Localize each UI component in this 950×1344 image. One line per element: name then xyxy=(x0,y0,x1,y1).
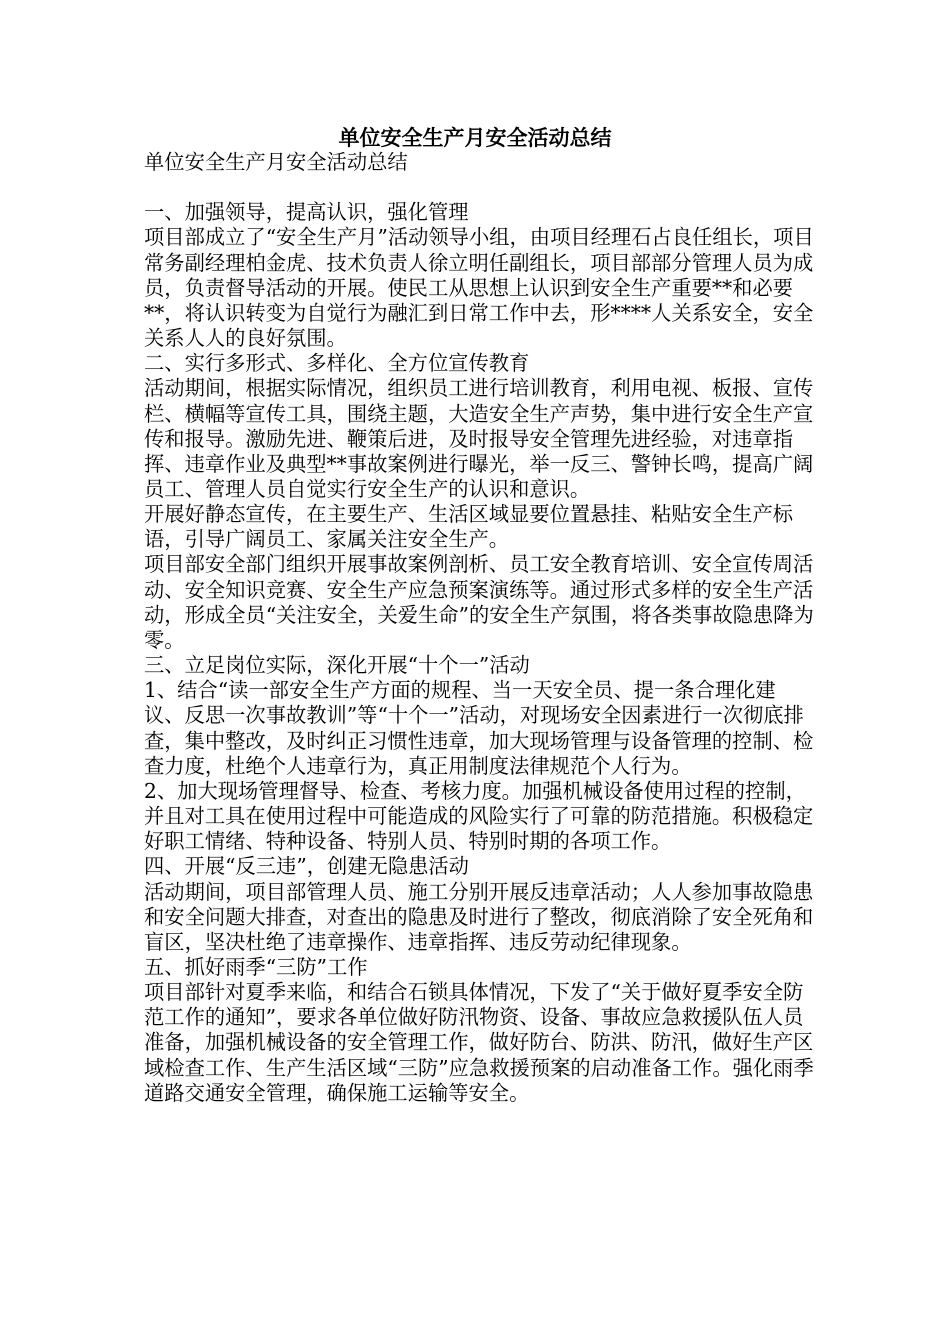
paragraph-2: 活动期间，根据实际情况，组织员工进行培训教育，利用电视、板报、宣传栏、横幅等宣传工具，围绕主题，大造安全生产声势，集中进行安全生产宣传和报导。激励先进、鞭策后进，及时报导安全管理先进经验，对违章指挥、违章作业及典型**事故案例进行曝光，举一反三、警钟长鸣，提高广阔员工、管理人员自觉实行安全生产的认识和意识。 xyxy=(144,376,814,502)
paragraph-6: 2、加大现场管理督导、检查、考核力度。加强机械设备使用过程的控制，并且对工具在使用过程中可能造成的风险实行了可靠的防范措施。积极稳定好职工情绪、特种设备、特别人员、特别时期的各项工作。 xyxy=(144,778,814,854)
blank-line xyxy=(144,175,814,200)
paragraph-5: 1、结合“读一部安全生产方面的规程、当一天安全员、提一条合理化建议、反思一次事故教训”等“十个一”活动，对现场安全因素进行一次彻底排查，集中整改，及时纠正习惯性违章，加大现场管理与设备管理的控制、检查力度，杜绝个人违章行为，真正用制度法律规范个人行为。 xyxy=(144,678,814,778)
document-subtitle: 单位安全生产月安全活动总结 xyxy=(144,150,408,174)
section-heading-3: 三、立足岗位实际，深化开展“十个一”活动 xyxy=(144,653,530,678)
paragraph-3: 开展好静态宣传，在主要生产、生活区域显要位置悬挂、粘贴安全生产标语，引导广阔员工、家属关注安全生产。 xyxy=(144,502,794,552)
section-heading-4: 四、开展“反三违”，创建无隐患活动 xyxy=(144,854,469,879)
section-heading-1: 一、加强领导，提高认识，强化管理 xyxy=(144,200,469,225)
paragraph-4: 项目部安全部门组织开展事故案例剖析、员工安全教育培训、安全宣传周活动、安全知识竞赛、安全生产应急预案演练等。通过形式多样的安全生产活动，形成全员“关注安全，关爱生命”的安全生产氛围，将各类事故隐患降为零。 xyxy=(144,552,814,652)
document-title: 单位安全生产月安全活动总结 xyxy=(338,125,612,150)
document-body xyxy=(144,150,814,1106)
paragraph-1: 项目部成立了“安全生产月”活动领导小组，由项目经理石占良任组长，项目常务副经理柏金虎、技术负责人徐立明任副组长，项目部部分管理人员为成员，负责督导活动的开展。使民工从思想上认识到安全生产重要**和必要**，将认识转变为自觉行为融汇到日常工作中去，形****人关系安全，安全关系人人的良好氛围。 xyxy=(144,225,814,351)
section-heading-2: 二、实行多形式、多样化、全方位宣传教育 xyxy=(144,351,530,376)
section-heading-5: 五、抓好雨季“三防”工作 xyxy=(144,954,368,979)
paragraph-8: 项目部针对夏季来临，和结合石锁具体情况，下发了“关于做好夏季安全防范工作的通知”，要求各单位做好防汛物资、设备、事故应急救援队伍人员准备，加强机械设备的安全管理工作，做好防台、防洪、防汛，做好生产区域检查工作、生产生活区域“三防”应急救援预案的启动准备工作。强化雨季道路交通安全管理，确保施工运输等安全。 xyxy=(144,980,814,1105)
paragraph-7: 活动期间，项目部管理人员、施工分别开展反违章活动；人人参加事故隐患和安全问题大排查，对查出的隐患及时进行了整改，彻底消除了安全死角和盲区，坚决杜绝了违章操作、违章指挥、违反劳动纪律现象。 xyxy=(144,879,814,954)
